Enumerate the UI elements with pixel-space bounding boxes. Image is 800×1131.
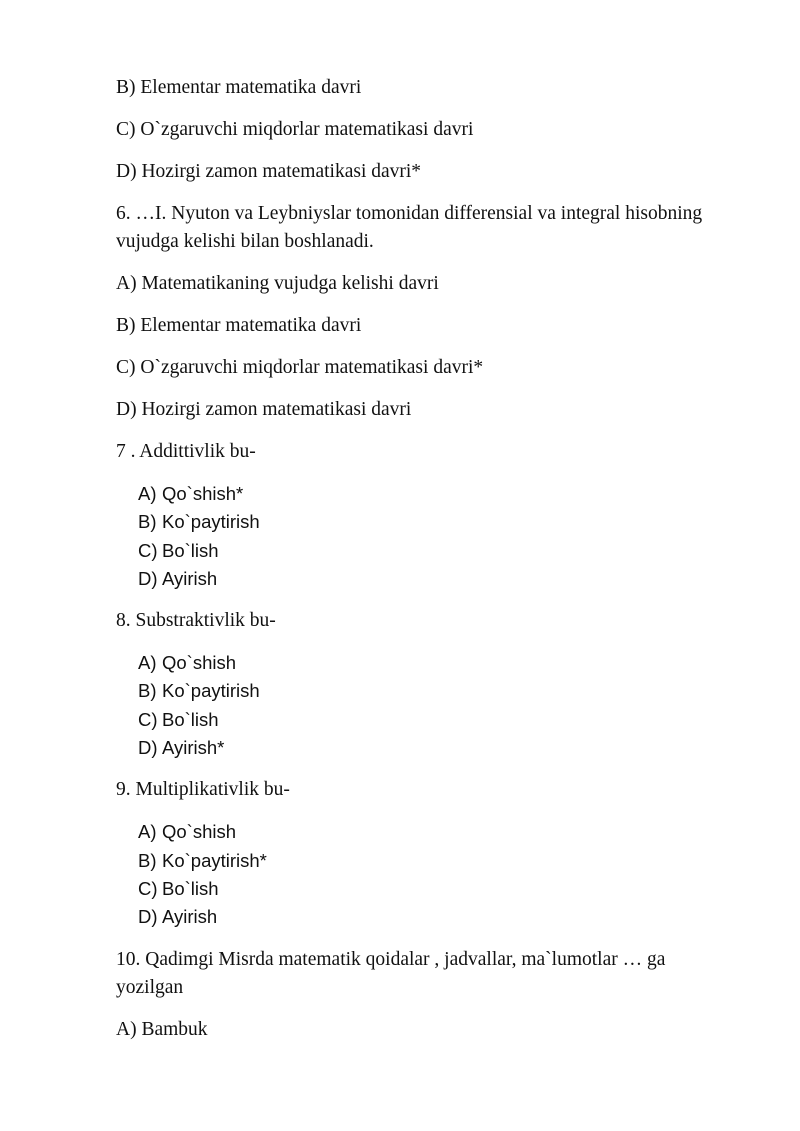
option-item [138, 537, 736, 565]
option-label: Ko`paytirish [162, 680, 260, 702]
option-label: Bo`lish [162, 539, 219, 561]
option-line: A) Matematikaning vujudga kelishi davri [116, 273, 439, 294]
question-6 [116, 200, 736, 256]
option-item [138, 818, 736, 846]
option-letter: A) [138, 483, 157, 504]
option-letter: C) [138, 708, 158, 730]
option-item [138, 480, 736, 508]
option-item [138, 875, 736, 903]
option-label: Bo`lish [162, 708, 219, 730]
question-text: 10. Qadimgi Misrda matematik qoidalar , jadvallar, ma`lumotlar … ga yozilgan [116, 948, 666, 998]
option-line: D) Hozirgi zamon matematikasi davri [116, 399, 412, 420]
option-item [138, 649, 736, 677]
option-label: Ayirish* [162, 737, 225, 759]
option-label: Ayirish [162, 906, 218, 928]
option-list [138, 480, 736, 593]
option-letter: B) [138, 849, 157, 871]
document-page [116, 74, 736, 1058]
option-letter: A) [138, 821, 157, 843]
option-item [138, 565, 736, 593]
option-item [138, 677, 736, 705]
option-item [138, 508, 736, 536]
question-text: 7 . Addittivlik bu- [116, 441, 256, 462]
option-line: D) Hozirgi zamon matematikasi davri* [116, 161, 422, 182]
option-label: Ko`paytirish* [162, 849, 267, 871]
option-letter: C) [138, 539, 158, 561]
option-letter: C) [138, 877, 158, 899]
question-text: 6. …I. Nyuton va Leybniyslar tomonidan differensial va integral hisobning vujudga kelishi bilan boshlanadi. [116, 203, 703, 252]
option-letter: D) [138, 567, 158, 589]
option-line: C) O`zgaruvchi miqdorlar matematikasi davri [116, 119, 474, 140]
option-line: A) Bambuk [116, 1018, 208, 1040]
option-letter: B) [138, 680, 157, 702]
option-letter: D) [138, 737, 158, 759]
option-line: C) O`zgaruvchi miqdorlar matematikasi davri* [116, 357, 484, 378]
option-label: Bo`lish [162, 877, 219, 899]
question-10 [116, 946, 736, 1002]
question-text: 9. Multiplikativlik bu- [116, 779, 290, 801]
option-label: Qo`shish* [162, 483, 244, 504]
option-list [138, 818, 736, 931]
option-item [138, 903, 736, 931]
question-text: 8. Substraktivlik bu- [116, 610, 276, 632]
option-list [138, 649, 736, 762]
option-line: B) Elementar matematika davri [116, 315, 362, 336]
option-label: Qo`shish [162, 652, 237, 674]
option-letter: B) [138, 511, 157, 533]
option-item [138, 706, 736, 734]
option-label: Qo`shish [162, 821, 237, 843]
option-item [138, 847, 736, 875]
option-letter: D) [138, 906, 158, 928]
option-item [138, 734, 736, 762]
option-label: Ayirish [162, 567, 218, 589]
option-letter: A) [138, 652, 157, 674]
option-label: Ko`paytirish [162, 511, 260, 533]
option-line: B) Elementar matematika davri [116, 77, 362, 98]
